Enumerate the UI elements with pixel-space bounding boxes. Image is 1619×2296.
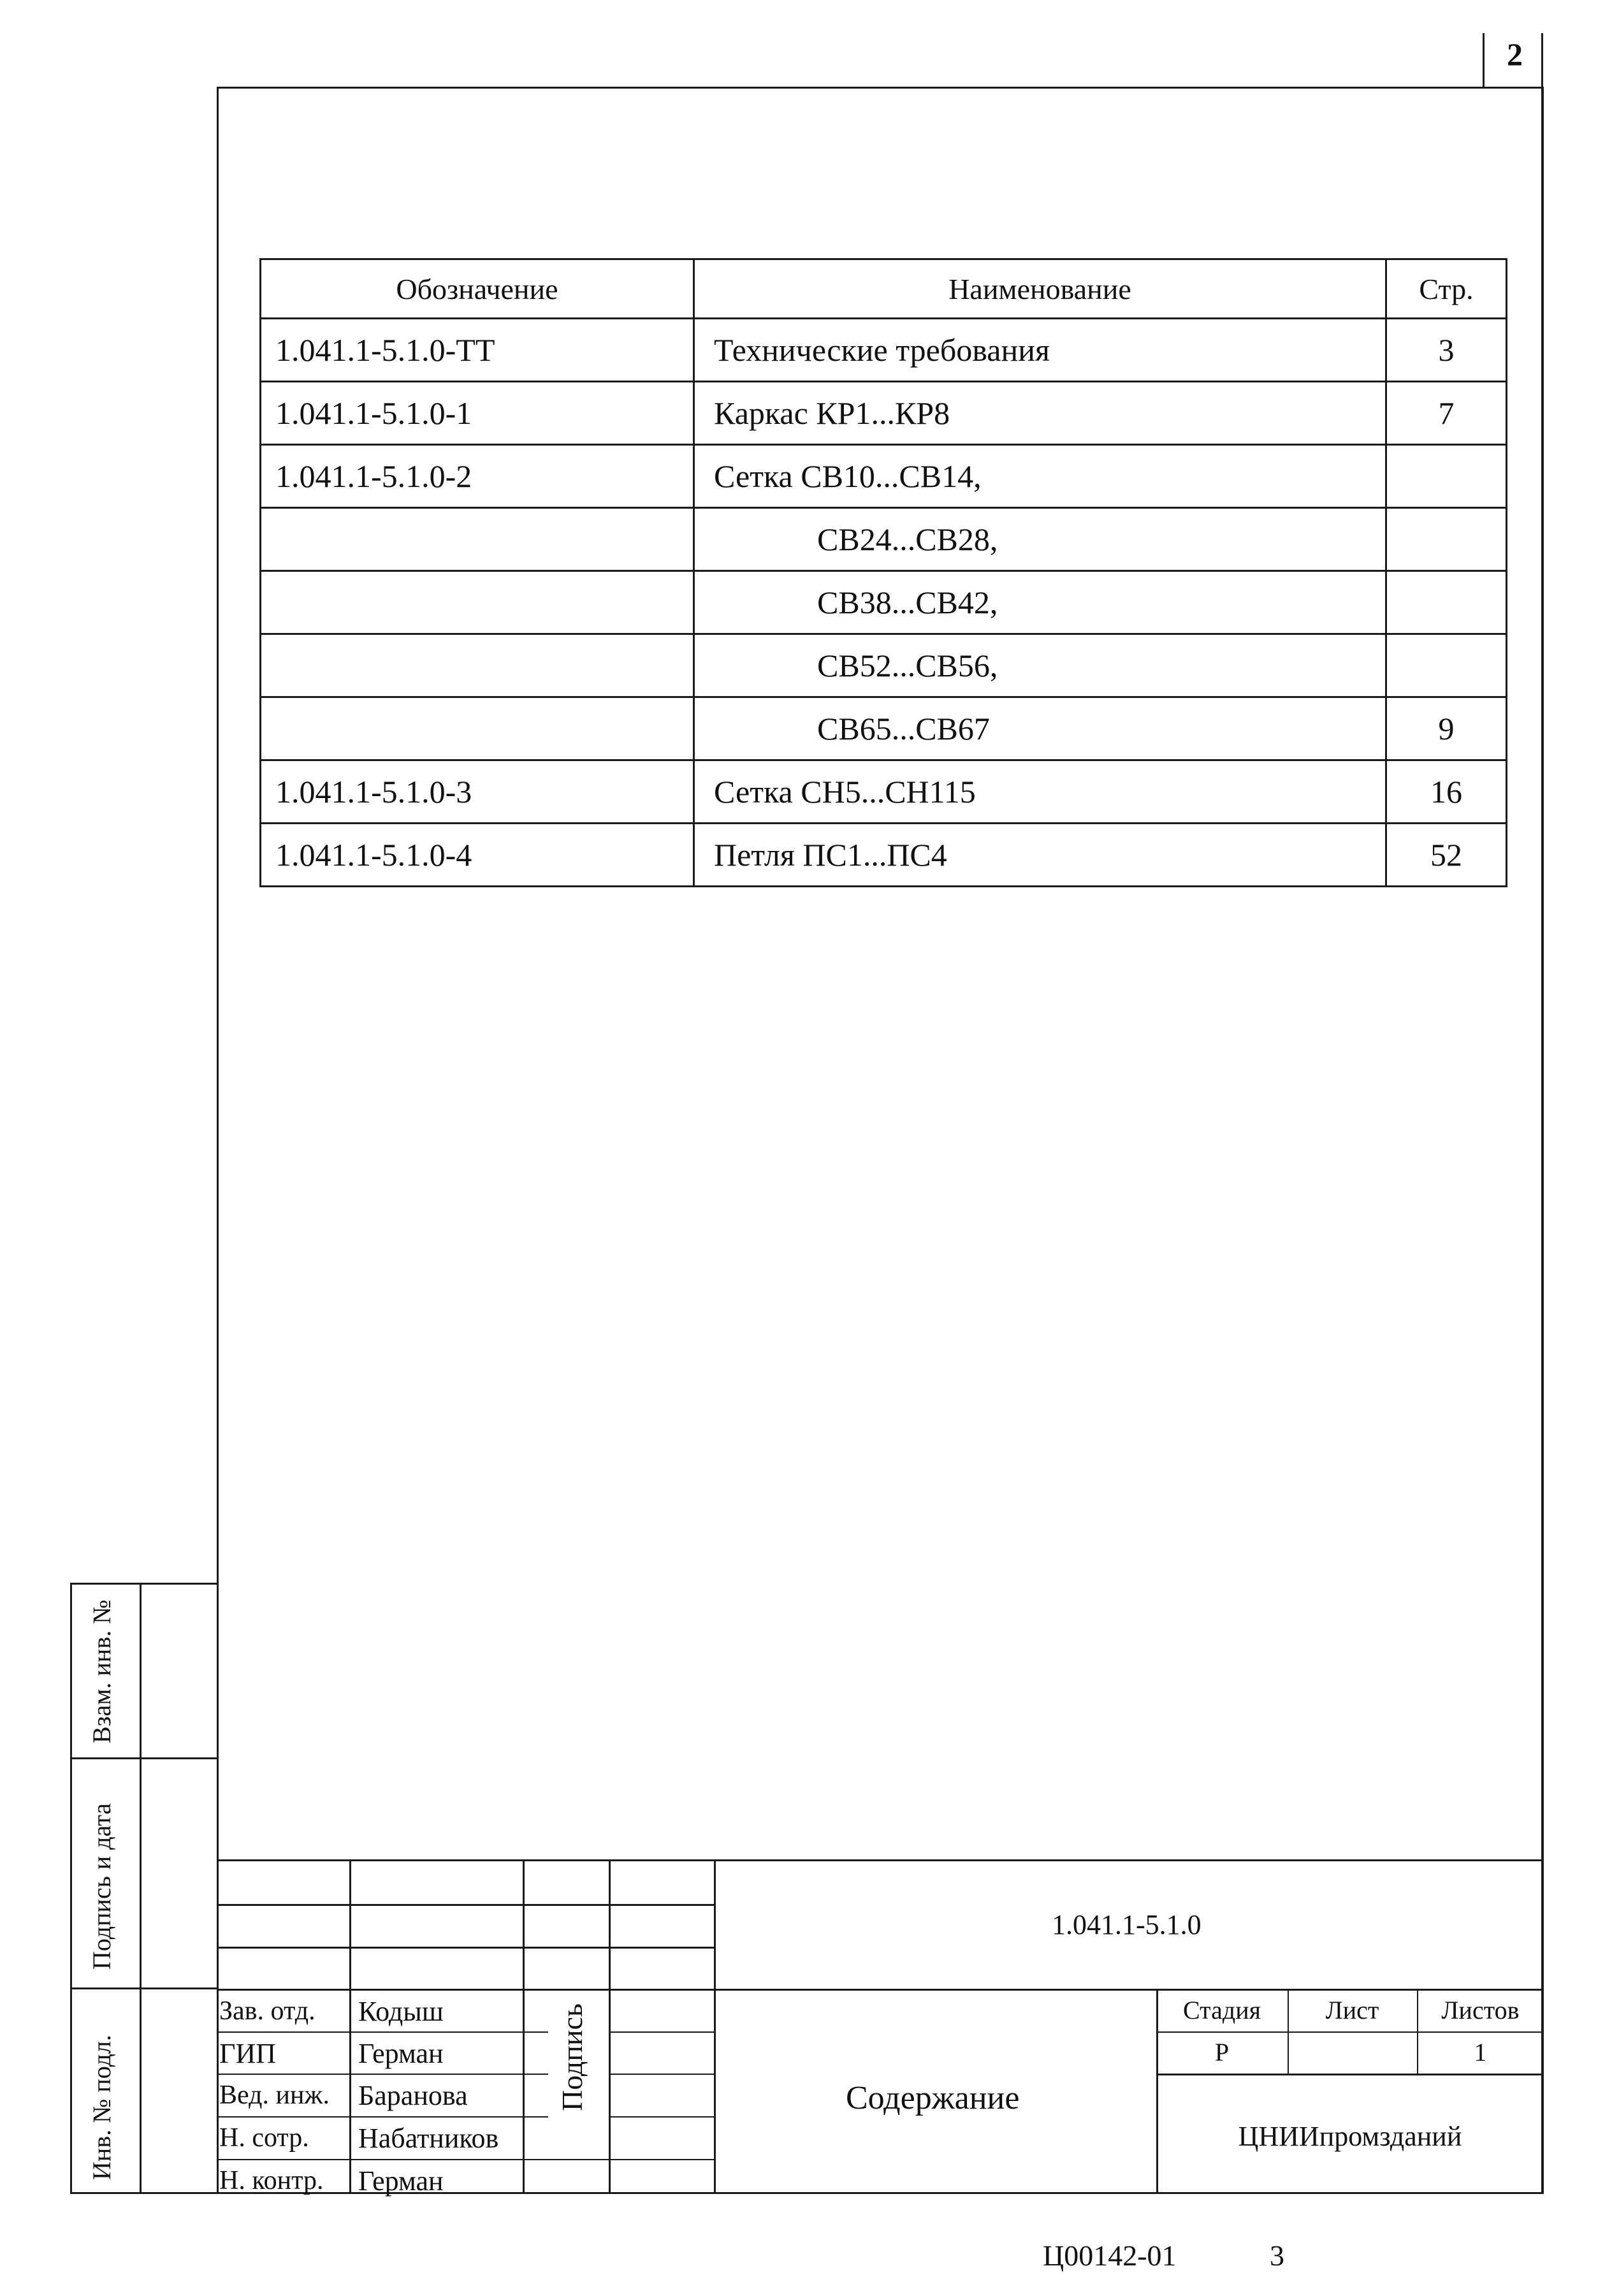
row-designation [261,634,694,697]
tb-date-line-1 [609,2031,715,2033]
sheet-number-divider [1483,33,1485,87]
role-person: Кодыш [358,1996,444,2027]
row-name: Технические требования [694,319,1386,382]
role-title: Н. контр. [219,2166,324,2195]
table-row [261,634,1507,697]
row-page: 3 [1386,319,1507,382]
row-designation: 1.041.1-5.1.0-3 [261,760,694,824]
signature-label: Подпись [556,2003,588,2111]
row-page: 9 [1386,697,1507,760]
tb-date-line-2 [609,2074,715,2075]
table-row [261,760,1507,824]
row-name: Петля ПС1...ПС4 [694,824,1386,887]
sign-date-label: Подпись и дата [87,1803,116,1970]
table-row [261,571,1507,634]
replace-inv-label: Взам. инв. № [87,1599,116,1743]
stage-value: Р [1214,2038,1230,2067]
stage-label: Стадия [1182,1996,1261,2024]
role-person: Герман [358,2038,444,2069]
row-page [1386,508,1507,571]
sheet-number: 2 [1507,36,1523,72]
tb-col-date-title [714,1859,716,2194]
footer-page-number: 3 [1270,2239,1284,2272]
row-page [1386,634,1507,697]
tb-col-role-name [349,1859,351,2194]
sheet-number-divider-right [1541,33,1543,87]
row-page: 52 [1386,824,1507,887]
role-person: Набатников [358,2123,499,2154]
header-designation: Обозначение [261,259,694,319]
sheets-label: Листов [1441,1996,1520,2024]
table-header-row [261,259,1507,319]
role-title: ГИП [219,2038,276,2069]
role-person: Герман [358,2165,444,2197]
row-page [1386,445,1507,508]
table-row [261,697,1507,760]
tb-col-name-sign [523,1859,525,2194]
sheet-label: Лист [1325,1996,1379,2024]
tb-roles-line-3 [217,2116,548,2118]
tb-roles-line-1 [217,2031,548,2033]
tb-roles-line-2 [217,2074,548,2075]
tb-main-line [217,1989,1544,1991]
table-row [261,824,1507,887]
row-name: Каркас КР1...КР8 [694,382,1386,445]
row-name: СВ65...СВ67 [694,697,1386,760]
archive-code: Ц00142-01 [1043,2239,1177,2272]
row-designation [261,508,694,571]
role-person: Баранова [358,2080,468,2111]
table-row [261,445,1507,508]
row-designation: 1.041.1-5.1.0-ТТ [261,319,694,382]
row-designation [261,697,694,760]
table-row [261,319,1507,382]
header-page: Стр. [1386,259,1507,319]
role-title: Н. сотр. [219,2123,309,2153]
row-name: СВ38...СВ42, [694,571,1386,634]
tb-date-line-3 [609,2116,715,2118]
left-margin-row-divider-1 [70,1757,217,1759]
row-designation [261,571,694,634]
document-title: Содержание [846,2080,1020,2116]
role-title: Вед. инж. [219,2081,330,2110]
row-name: Сетка СВ10...СВ14, [694,445,1386,508]
row-name: Сетка СН5...СН115 [694,760,1386,824]
row-name: СВ52...СВ56, [694,634,1386,697]
row-page [1386,571,1507,634]
tb-row-line-1 [217,1904,715,1906]
row-page: 7 [1386,382,1507,445]
tb-col-sign-date [609,1859,611,2194]
header-name: Наименование [694,259,1386,319]
role-title: Зав. отд. [219,1996,316,2026]
inv-orig-label: Инв. № подл. [87,2035,116,2180]
document-code: 1.041.1-5.1.0 [1052,1909,1202,1940]
title-block-top-line [217,1859,1544,1861]
row-designation: 1.041.1-5.1.0-1 [261,382,694,445]
row-designation: 1.041.1-5.1.0-2 [261,445,694,508]
contents-table [259,258,1507,887]
tb-roles-line-4 [217,2159,715,2160]
left-margin-divider [140,1583,142,2194]
tb-row-line-2 [217,1947,715,1949]
sheets-value: 1 [1474,2038,1487,2067]
tb-stage-bottom-line [1156,2074,1544,2075]
organization-name: ЦНИИпромзданий [1238,2121,1462,2152]
row-name: СВ24...СВ28, [694,508,1386,571]
table-row [261,508,1507,571]
contents-body [261,319,1507,887]
table-row [261,382,1507,445]
left-margin-row-divider-2 [70,1987,217,1989]
row-designation: 1.041.1-5.1.0-4 [261,824,694,887]
row-page: 16 [1386,760,1507,824]
tb-stage-line [1156,2031,1544,2033]
